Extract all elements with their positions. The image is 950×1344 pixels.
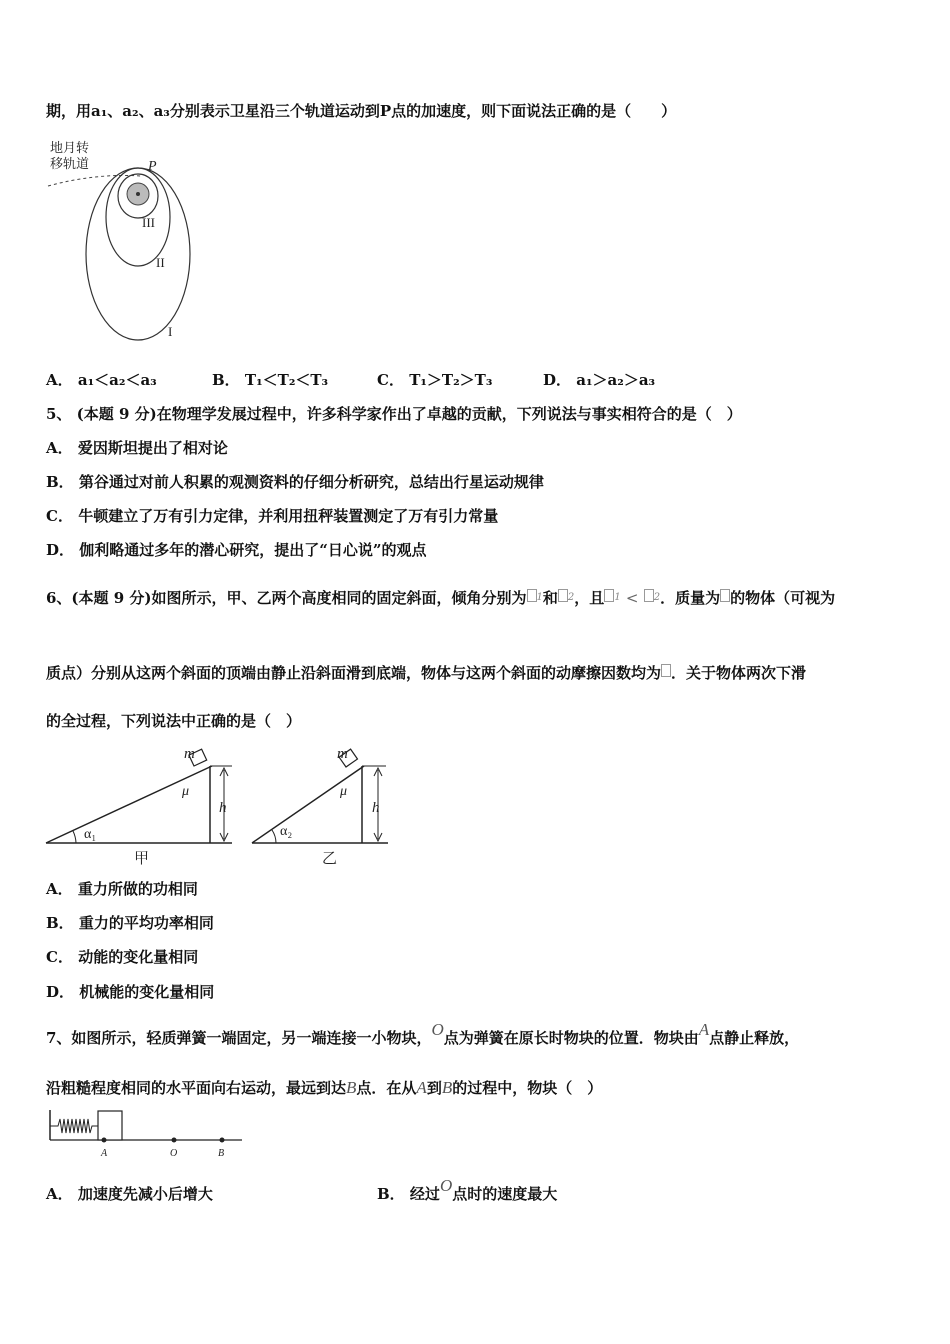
q6-option-c[interactable]: C． 动能的变化量相同 bbox=[46, 948, 199, 966]
h-label-jia: h bbox=[219, 800, 227, 816]
h-label-yi: h bbox=[372, 800, 380, 816]
mass-label-jia: m bbox=[184, 746, 195, 762]
q7-option-b[interactable]: B． 经过O点时的速度最大 bbox=[377, 1176, 558, 1203]
mu-placeholder-icon bbox=[661, 664, 671, 677]
point-b-dot bbox=[220, 1138, 225, 1143]
point-p-label: P bbox=[148, 159, 157, 174]
incline-figure bbox=[44, 742, 394, 870]
q4-option-d[interactable]: D． a₁＞a₂＞a₃ bbox=[543, 371, 656, 389]
q6-option-b[interactable]: B． 重力的平均功率相同 bbox=[46, 914, 214, 932]
q5-option-b[interactable]: B． 第谷通过对前人积累的观测资料的仔细分析研究，总结出行星运动规律 bbox=[46, 473, 544, 491]
transfer-orbit-label-1: 地月转 bbox=[50, 140, 90, 155]
q4-stem: 期，用a₁、a₂、a₃分别表示卫星沿三个轨道运动到P点的加速度，则下面说法正确的是（ ） bbox=[46, 102, 677, 120]
alpha-placeholder-icon bbox=[604, 589, 614, 602]
label-yi: 乙 bbox=[322, 851, 338, 867]
angle-arc-yi bbox=[272, 830, 276, 843]
q7-stem-line2: 沿粗糙程度相同的水平面向右运动，最远到达B点．在从A到B的过程中，物块（ ） bbox=[46, 1078, 603, 1097]
q5-option-a[interactable]: A． 爱因斯坦提出了相对论 bbox=[46, 439, 228, 457]
alpha-placeholder-icon bbox=[527, 589, 537, 602]
orbit-figure bbox=[46, 138, 196, 348]
q5-option-c[interactable]: C． 牛顿建立了万有引力定律，并利用扭秤装置测定了万有引力常量 bbox=[46, 507, 499, 525]
transfer-orbit-label-2: 移轨道 bbox=[50, 156, 90, 171]
orbit-I-label: I bbox=[168, 324, 173, 339]
q6-stem-line2: 质点）分别从这两个斜面的顶端由静止沿斜面滑到底端，物体与这两个斜面的动摩擦因数均为 ．关于物体两次下滑 bbox=[46, 664, 807, 682]
q6-stem-line1: 6、(本题 9 分)如图所示，甲、乙两个高度相同的固定斜面，倾角分别为 $^1$和 $^2$，且 $^1$ < $^2$．质量为 的物体（可视为 bbox=[46, 589, 836, 607]
alpha-placeholder-icon bbox=[644, 589, 654, 602]
alpha1-label: α₁ bbox=[84, 827, 97, 842]
label-jia: 甲 bbox=[134, 851, 150, 867]
q7-stem-line1: 7、如图所示，轻质弹簧一端固定，另一端连接一小物块，O点为弹簧在原长时物块的位置．物块由A点静止释放， bbox=[46, 1020, 800, 1047]
q6-option-d[interactable]: D． 机械能的变化量相同 bbox=[46, 983, 215, 1001]
q6-stem-line3: 的全过程，下列说法中正确的是（ ） bbox=[46, 712, 302, 730]
incline-yi-slope bbox=[252, 766, 364, 843]
mass-label-yi: m bbox=[337, 746, 348, 762]
q5-stem: 5、 (本题 9 分)在物理学发展过程中，许多科学家作出了卓越的贡献，下列说法与事实相符合的是（ ） bbox=[46, 405, 742, 423]
q4-option-c[interactable]: C． T₁＞T₂＞T₃ bbox=[377, 371, 493, 389]
q4-option-a[interactable]: A． a₁＜a₂＜a₃ bbox=[46, 371, 157, 389]
point-b-label: B bbox=[218, 1148, 225, 1159]
mu-label-yi: μ bbox=[340, 784, 348, 799]
moon-center bbox=[136, 192, 140, 196]
spring-figure bbox=[46, 1106, 246, 1160]
alpha2-label: α₂ bbox=[280, 824, 293, 839]
block bbox=[98, 1111, 122, 1140]
incline-jia-slope bbox=[46, 766, 212, 843]
spring-icon bbox=[50, 1119, 98, 1133]
point-o-label: O bbox=[170, 1148, 178, 1159]
mass-placeholder-icon bbox=[720, 589, 730, 602]
q6-option-a[interactable]: A． 重力所做的功相同 bbox=[46, 880, 198, 898]
point-a-label: A bbox=[101, 1148, 108, 1159]
point-a-dot bbox=[102, 1138, 107, 1143]
q7-option-a[interactable]: A． 加速度先减小后增大 bbox=[46, 1185, 213, 1203]
alpha-placeholder-icon bbox=[558, 589, 568, 602]
mu-label-jia: μ bbox=[182, 784, 190, 799]
point-o-dot bbox=[172, 1138, 177, 1143]
angle-arc-jia bbox=[73, 831, 76, 843]
q5-option-d[interactable]: D． 伽利略通过多年的潜心研究，提出了“日心说”的观点 bbox=[46, 541, 427, 559]
orbit-II-label: II bbox=[156, 255, 165, 270]
orbit-III-label: III bbox=[142, 215, 155, 230]
q4-option-b[interactable]: B． T₁＜T₂＜T₃ bbox=[212, 371, 329, 389]
